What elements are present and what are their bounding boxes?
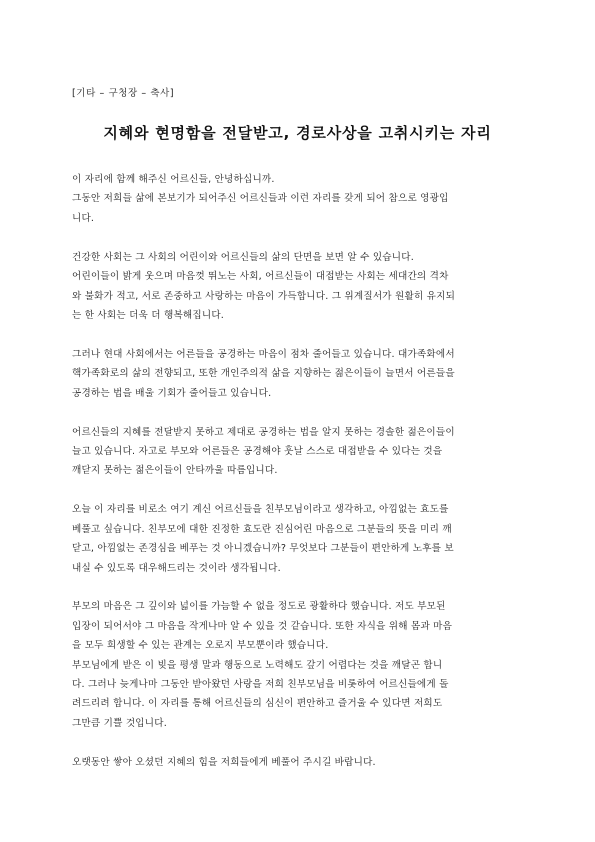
paragraph-2 — [72, 248, 524, 326]
text-line: 내실 수 있도록 대우해드리는 것이라 생각됩니다. — [72, 562, 281, 574]
text-line: 건강한 사회는 그 사회의 어린이와 어르신들의 삶의 단면을 보면 알 수 있습니다. — [72, 251, 414, 263]
text-line: 부모님에게 받은 이 빚을 평생 말과 행동으로 노력해도 갚기 어렵다는 것을 깨달곤 합니 — [72, 659, 443, 671]
paragraph-4 — [72, 423, 524, 481]
paragraph-5 — [72, 500, 524, 578]
text-line: 려드리려 합니다. 이 자리를 통해 어르신들의 심신이 편안하고 즐거울 수 있다면 저희도 — [72, 698, 443, 710]
text-line: 다. 그러나 늦게나마 그동안 받아왔던 사랑을 저희 친부모님을 비롯하여 어르신들에게 돌 — [72, 679, 449, 691]
text-line: 깨닫지 못하는 젊은이들이 안타까울 따름입니다. — [72, 465, 278, 477]
text-line: 입장이 되어서야 그 마음을 작게나마 알 수 있을 것 같습니다. 또한 자식을 위해 몸과 마음 — [72, 620, 453, 632]
text-line: 공경하는 법을 배울 기회가 줄어들고 있습니다. — [72, 387, 272, 399]
text-line: 을 모두 희생할 수 있는 관계는 오로지 부모뿐이라 했습니다. — [72, 640, 329, 652]
document-category: [기타 – 구청장 – 축사] — [72, 88, 175, 99]
paragraph-6 — [72, 597, 524, 733]
text-line: 니다. — [72, 212, 95, 224]
text-line: 닫고, 아낌없는 존경심을 베푸는 것 아니겠습니까? 무엇보다 그분들이 편안하게 노후를 보 — [72, 543, 454, 555]
text-line: 어르신들의 지혜를 전달받지 못하고 제대로 공경하는 법을 알지 못하는 경솔한 젊은이들이 — [72, 426, 455, 438]
document-body — [72, 170, 524, 792]
text-line: 와 불화가 적고, 서로 존중하고 사랑하는 마음이 가득합니다. 그 위계질서가 원활히 유지되 — [72, 290, 456, 302]
paragraph-3 — [72, 345, 524, 403]
text-line: 오랫동안 쌓아 오셨던 지혜의 힘을 저희들에게 베풀어 주시길 바랍니다. — [72, 756, 376, 768]
text-line: 오늘 이 자리를 비로소 여기 계신 어르신들을 친부모님이라고 생각하고, 아낌없는 효도를 — [72, 504, 449, 516]
text-line: 그러나 현대 사회에서는 어른들을 공경하는 마음이 점차 줄어들고 있습니다. 대가족화에서 — [72, 348, 455, 360]
text-line: 어린이들이 밝게 웃으며 마음껏 뛰노는 사회, 어르신들이 대접받는 사회는 세대간의 격차 — [72, 271, 449, 283]
text-line: 부모의 마음은 그 깊이와 넓이를 가늠할 수 없을 정도로 광활하다 했습니다. 저도 부모된 — [72, 601, 446, 613]
text-line: 베풀고 싶습니다. 친부모에 대한 진정한 효도란 진심어린 마음으로 그분들의 뜻을 미리 깨 — [72, 523, 452, 535]
paragraph-1 — [72, 170, 524, 228]
text-line: 는 한 사회는 더욱 더 행복해집니다. — [72, 309, 225, 321]
text-line: 그동안 저희들 삶에 본보기가 되어주신 어르신들과 이런 자리를 갖게 되어 참으로 영광입 — [72, 193, 449, 205]
text-line: 핵가족화로의 삶의 전향되고, 또한 개인주의적 삶을 지향하는 젊은이들이 늘면서 어른들을 — [72, 368, 455, 380]
document-title: 지혜와 현명함을 전달받고, 경로사상을 고취시키는 자리 — [103, 124, 492, 142]
paragraph-7 — [72, 753, 524, 772]
text-line: 이 자리에 함께 해주신 어르신들, 안녕하십니까. — [72, 174, 275, 185]
text-line: 늘고 있습니다. 자고로 부모와 어른들은 공경해야 훗날 스스로 대접받을 수 있다는 것을 — [72, 445, 443, 457]
text-line: 그만큼 기쁠 것입니다. — [72, 717, 167, 729]
